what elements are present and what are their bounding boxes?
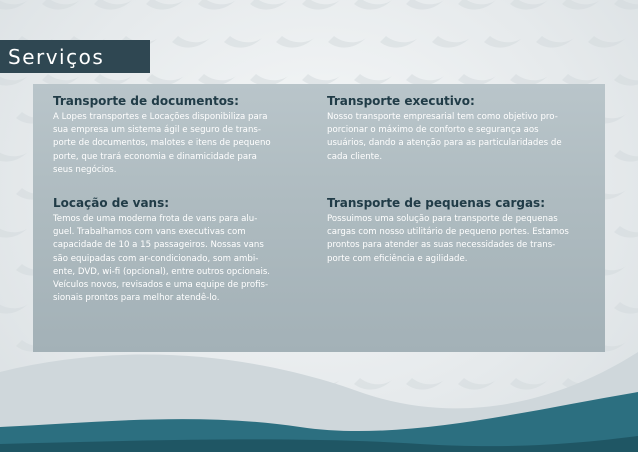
- swoosh-icon: [276, 36, 314, 48]
- service-description: [327, 213, 583, 266]
- bottom-wave-decoration: [0, 332, 638, 452]
- description-line: sua empresa um sistema ágil e seguro de trans-: [53, 125, 261, 136]
- swoosh-icon: [0, 150, 28, 162]
- service-executive: [327, 94, 583, 164]
- service-description: [53, 111, 309, 177]
- swoosh-icon: [562, 0, 600, 10]
- description-line: Veículos novos, revisados e uma equipe de profis-: [53, 280, 269, 291]
- swoosh-icon: [224, 36, 262, 48]
- description-line: cargas com nosso utilitário de pequeno portes. Estamos: [327, 227, 569, 238]
- description-line: são equipadas com ar-condicionado, som ambi-: [53, 253, 259, 264]
- description-line: A Lopes transportes e Locações disponibiliza para: [53, 112, 268, 122]
- description-line: Temos de uma moderna frota de vans para alu-: [53, 214, 258, 224]
- swoosh-icon: [484, 36, 522, 48]
- swoosh-icon: [94, 0, 132, 10]
- swoosh-icon: [0, 302, 28, 314]
- swoosh-icon: [0, 226, 28, 238]
- swoosh-icon: [510, 0, 548, 10]
- swoosh-icon: [614, 74, 638, 86]
- service-title: Transporte executivo:: [327, 94, 475, 108]
- swoosh-icon: [0, 0, 28, 10]
- description-line: porte com eficiência e agilidade.: [327, 253, 468, 264]
- swoosh-icon: [614, 226, 638, 238]
- description-line: ente, DVD, wi-fi (opcional), entre outros opcionais.: [53, 266, 271, 277]
- swoosh-icon: [432, 36, 470, 48]
- description-line: Nosso transporte empresarial tem como objetivo pro-: [327, 112, 558, 122]
- description-line: porte de documentos, malotes e itens de pequeno: [53, 138, 271, 149]
- service-small-cargo: [327, 196, 583, 266]
- description-line: porte, que trará economia e dinamicidade para: [53, 151, 257, 162]
- swoosh-icon: [380, 36, 418, 48]
- section-header-bar: [0, 40, 150, 73]
- services-panel: [33, 84, 605, 352]
- swoosh-icon: [614, 0, 638, 10]
- swoosh-icon: [302, 0, 340, 10]
- service-description: [327, 111, 583, 164]
- service-title: Transporte de pequenas cargas:: [327, 196, 545, 210]
- service-van-rental: [53, 196, 309, 305]
- swoosh-icon: [406, 0, 444, 10]
- page-title: Serviços: [8, 45, 105, 69]
- service-title: Locação de vans:: [53, 196, 170, 210]
- description-line: capacidade de 10 a 15 passageiros. Nossas vans: [53, 240, 264, 251]
- swoosh-icon: [172, 36, 210, 48]
- description-line: cada cliente.: [327, 151, 383, 162]
- swoosh-icon: [328, 36, 366, 48]
- description-line: guel. Trabalhamos com vans executivas com: [53, 227, 246, 238]
- swoosh-icon: [458, 0, 496, 10]
- swoosh-icon: [536, 36, 574, 48]
- service-documents: [53, 94, 309, 177]
- service-title: Transporte de documentos:: [53, 94, 239, 108]
- service-description: [53, 213, 309, 305]
- description-line: seus negócios.: [53, 164, 117, 175]
- swoosh-icon: [0, 74, 28, 86]
- swoosh-icon: [354, 0, 392, 10]
- description-line: Possuimos uma solução para transporte de pequenas: [327, 214, 558, 224]
- description-line: usuários, dando a atenção para as particularidades de: [327, 138, 562, 149]
- swoosh-icon: [588, 36, 626, 48]
- description-line: prontos para atender as suas necessidades de trans-: [327, 240, 556, 251]
- swoosh-icon: [42, 0, 80, 10]
- swoosh-icon: [198, 0, 236, 10]
- swoosh-icon: [250, 0, 288, 10]
- swoosh-icon: [614, 150, 638, 162]
- description-line: porcionar o máximo de conforto e segurança aos: [327, 125, 539, 136]
- swoosh-icon: [146, 0, 184, 10]
- description-line: sionais prontos para melhor atendê-lo.: [53, 293, 220, 304]
- swoosh-icon: [614, 302, 638, 314]
